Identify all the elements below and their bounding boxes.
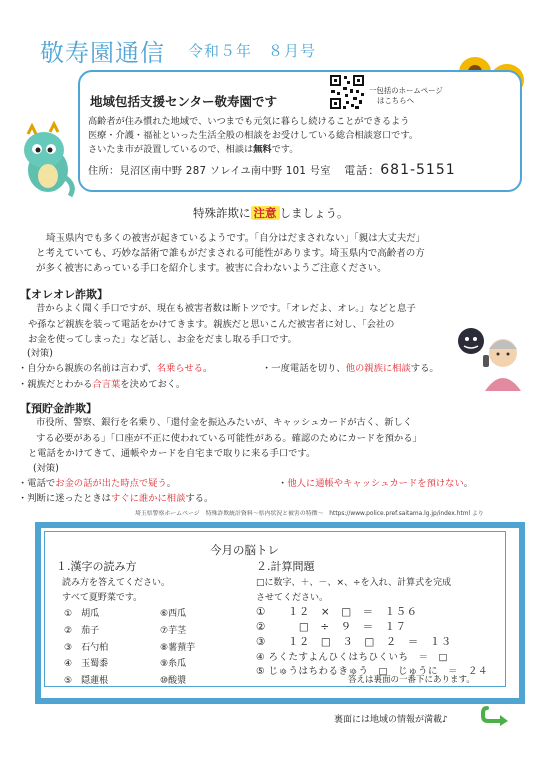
center-desc-line3 (88, 143, 500, 157)
deposit-measure-2 (278, 475, 473, 489)
calc-heading: ２.計算問題 (256, 560, 315, 573)
calc-instruction-2: させてください。 (256, 593, 329, 603)
ore-line2: や孫など親族を装って電話をかけてきます。親族だと思いこんだ被害者に対し、「会社の (28, 318, 395, 330)
yo-m3-pre: ・判断に迷ったときは (18, 493, 111, 504)
kanji-instruction-2: すべて夏野菜です。 (62, 593, 143, 603)
qr-code[interactable] (328, 73, 366, 111)
deposit-measures-label: (対策) (33, 463, 59, 474)
ore-m1-pre: ・自分から親族の名前は言わず、 (18, 363, 157, 374)
center-address (88, 162, 456, 178)
source-citation: 埼玉県警察ホームページ 特殊詐欺統計資料～県内状況と被害の特徴～ https://www.police.pref.saitama.lg.jp/index.html より (135, 511, 484, 517)
calc-question: ⑤ じゅうはちわるきゅう □ じゅうに ＝ ２４ (256, 666, 489, 677)
kanji-item: ⑩酸漿 (160, 676, 187, 686)
free-text-post: です。 (271, 144, 299, 155)
oreore-description (28, 301, 476, 348)
qr-note-line1: 一包括のホームページ (369, 86, 443, 95)
yo-m1-red: お金の話が出た時点で疑う (55, 478, 167, 489)
oreore-measure-1 (18, 360, 212, 374)
ore-m2-red: 他の親族に相談 (345, 363, 411, 374)
scam-heading (193, 205, 349, 221)
yo-m1-pre: ・電話で (18, 478, 56, 489)
phone-number (344, 162, 455, 178)
calc-question: ② □ ÷ ９ ＝ １７ (256, 621, 407, 633)
yo-m3-post: する。 (185, 493, 214, 504)
center-desc-line1: 高齢者が住み慣れた地域で、いつまでも元気に暮らし続けることができるよう (88, 116, 410, 127)
ore-m2-pre: ・一度電話を切り、 (262, 363, 346, 374)
deposit-scam-heading: 【預貯金詐欺】 (20, 402, 97, 415)
kanji-item: ③ 石勺柏 (64, 643, 109, 653)
intro-line3: が多く被害にあっている手口を紹介します。被害に合わないようご注意ください。 (36, 263, 387, 274)
ore-m1-post: 。 (202, 363, 213, 374)
kanji-item: ① 胡瓜 (64, 609, 100, 619)
calc-question: ③ １２ □ ３ □ ２ ＝ １３ (256, 636, 452, 648)
kanji-heading: １.漢字の読み方 (56, 560, 137, 573)
turn-page-arrow-icon (481, 704, 511, 726)
kanji-item: ⑦芋茎 (160, 626, 187, 636)
deposit-measure-1 (18, 475, 176, 489)
kanji-item: ⑧薯蕷芋 (160, 643, 196, 653)
calc-question: ① １２ × □ ＝ １５６ (256, 606, 418, 618)
yo-line2: する必要がある」「口座が不正に使われている可能性がある。確認のためにカードを預かる」 (36, 432, 422, 444)
yo-m2-post: 。 (463, 478, 474, 489)
calc-question: ④ ろくたすよんひくはちひくいち ＝ □ (256, 652, 449, 663)
center-name: 地域包括支援センター敬寿園です (90, 94, 278, 109)
ore-line1: 昔からよく聞く手口ですが、現在も被害者数は断トツです。「オレだよ、オレ。」などと息子 (36, 303, 416, 314)
yo-m2-pre: ・ (278, 478, 288, 489)
answer-note: 答えは裏面の一番下にあります。 (348, 675, 475, 685)
ore-m3-post: を決めておく。 (120, 379, 186, 390)
phone-label: 電話： (344, 164, 381, 177)
oreore-measure-3 (18, 376, 185, 390)
yo-m1-post: 。 (166, 478, 177, 489)
scam-intro (28, 231, 508, 276)
deposit-scam-description (28, 415, 506, 462)
kanji-item: ⑥西瓜 (160, 609, 187, 619)
issue-date: 令和５年 ８月号 (188, 42, 317, 60)
oreore-measure-2 (262, 360, 439, 374)
kanji-instruction-1: 読み方を答えてください。 (62, 578, 171, 588)
deposit-measure-3 (18, 490, 213, 504)
qr-note (369, 86, 443, 106)
qr-note-line2: はこちらへ (377, 96, 414, 105)
address-text: 住所：見沼区南中野 287 ソレイユ南中野 101 号室 (88, 166, 331, 177)
yo-line1: 市役所、警察、銀行を名乗り、「還付金を振込みたいが、キャッシュカードが古く、新しく (36, 417, 413, 428)
intro-line1: 埼玉県内でも多くの被害が起きているようです。「自分はだまされない」「親は大丈夫だ」 (46, 233, 426, 244)
dragon-mascot-icon (14, 120, 78, 200)
yo-m3-red: すぐに誰かに相談 (110, 493, 186, 504)
ore-m1-red: 名乗らせる (156, 363, 203, 374)
kanji-item: ② 茄子 (64, 626, 100, 636)
oreore-heading: 【オレオレ詐欺】 (20, 288, 108, 301)
ore-m3-pre: ・親族だとわかる (18, 379, 93, 390)
kanji-item: ⑨糸瓜 (160, 659, 187, 669)
center-description (88, 115, 500, 157)
yo-line3: と電話をかけてきて、通帳やカードを自宅まで取りに来る手口です。 (28, 448, 316, 459)
caution-badge: 注意 (251, 206, 280, 220)
ore-line3: お金を使ってしまった」など話し、お金をだまし取る手口です。 (28, 334, 297, 345)
yo-m2-red: 他人に通帳やキャッシュカードを預けない (287, 478, 464, 489)
newsletter-title: 敬寿園通信 (40, 39, 165, 67)
scam-heading-pre: 特殊詐欺に (193, 206, 251, 220)
oreore-measures-label: (対策) (27, 348, 53, 359)
kanji-item: ⑤ 隠蓮根 (64, 676, 109, 686)
calc-instruction-1: □に数字、＋、－、×、÷を入れ、計算式を完成 (256, 578, 452, 588)
scam-heading-post: しましょう。 (279, 206, 349, 220)
center-desc-line2: 医療・介護・福祉といった生活全般の相談をお受けしている総合相談窓口です。 (88, 130, 419, 141)
phone-value: 681-5151 (380, 162, 456, 178)
free-text: 無料 (253, 144, 272, 155)
brain-training-title: 今月の脳トレ (210, 543, 279, 557)
ore-m2-post: する。 (410, 363, 439, 374)
footer-note: 裏面には地域の情報が満載♪ (334, 715, 448, 725)
free-text-pre: さいたま市が設置しているので、相談は (88, 144, 254, 155)
kanji-item: ④ 玉蜀黍 (64, 659, 109, 669)
intro-line2: と考えていても、巧妙な話術で誰もがだまされる可能性があります。埼玉県内で高齢者の方 (36, 248, 425, 259)
ore-m3-red: 合言葉 (92, 379, 121, 390)
scam-caller-illustration-icon (455, 325, 527, 391)
